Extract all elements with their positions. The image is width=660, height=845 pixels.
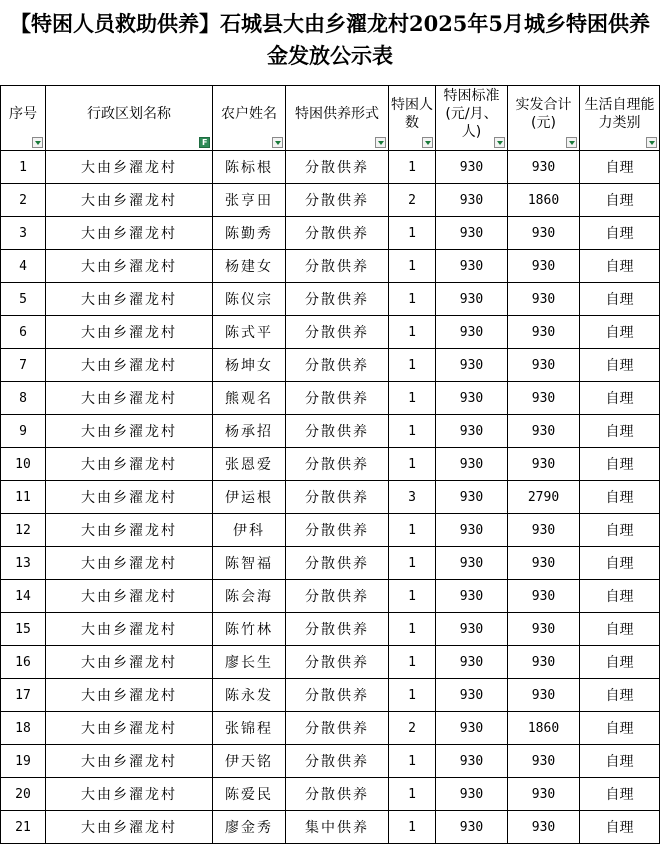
cell-support-type: 分散供养: [286, 415, 389, 448]
table-row: [1, 613, 660, 646]
cell-region: 大由乡濯龙村: [46, 679, 213, 712]
cell-region: 大由乡濯龙村: [46, 481, 213, 514]
cell-region: 大由乡濯龙村: [46, 415, 213, 448]
cell-name: 陈会海: [213, 580, 286, 613]
cell-self-care: 自理: [580, 481, 660, 514]
cell-total: 1860: [508, 712, 580, 745]
cell-count: 1: [389, 448, 436, 481]
cell-index: 6: [1, 316, 46, 349]
cell-count: 1: [389, 811, 436, 844]
cell-support-type: 分散供养: [286, 283, 389, 316]
cell-standard: 930: [436, 778, 508, 811]
table-row: [1, 811, 660, 844]
cell-region: 大由乡濯龙村: [46, 745, 213, 778]
cell-name: 伊科: [213, 514, 286, 547]
cell-self-care: 自理: [580, 547, 660, 580]
cell-self-care: 自理: [580, 514, 660, 547]
cell-region: 大由乡濯龙村: [46, 580, 213, 613]
cell-index: 1: [1, 151, 46, 184]
cell-support-type: 分散供养: [286, 745, 389, 778]
cell-total: 930: [508, 811, 580, 844]
col-header-self-care: 生活自理能力类别: [580, 86, 660, 151]
cell-support-type: 集中供养: [286, 811, 389, 844]
cell-total: 930: [508, 580, 580, 613]
cell-standard: 930: [436, 448, 508, 481]
cell-self-care: 自理: [580, 811, 660, 844]
cell-name: 廖金秀: [213, 811, 286, 844]
cell-region: 大由乡濯龙村: [46, 448, 213, 481]
cell-index: 16: [1, 646, 46, 679]
cell-total: 930: [508, 250, 580, 283]
cell-count: 1: [389, 415, 436, 448]
cell-count: 1: [389, 382, 436, 415]
col-header-region: 行政区划名称 F: [46, 86, 213, 151]
table-row: [1, 712, 660, 745]
cell-support-type: 分散供养: [286, 217, 389, 250]
cell-index: 10: [1, 448, 46, 481]
cell-support-type: 分散供养: [286, 679, 389, 712]
cell-index: 21: [1, 811, 46, 844]
cell-region: 大由乡濯龙村: [46, 514, 213, 547]
cell-standard: 930: [436, 481, 508, 514]
cell-total: 930: [508, 151, 580, 184]
cell-support-type: 分散供养: [286, 514, 389, 547]
table-row: [1, 778, 660, 811]
cell-name: 杨坤女: [213, 349, 286, 382]
cell-count: 1: [389, 745, 436, 778]
cell-standard: 930: [436, 349, 508, 382]
cell-region: 大由乡濯龙村: [46, 613, 213, 646]
cell-standard: 930: [436, 184, 508, 217]
table-row: [1, 283, 660, 316]
cell-standard: 930: [436, 679, 508, 712]
cell-name: 陈智福: [213, 547, 286, 580]
filter-dropdown-index[interactable]: [32, 137, 43, 148]
cell-support-type: 分散供养: [286, 250, 389, 283]
cell-name: 陈竹林: [213, 613, 286, 646]
cell-count: 2: [389, 712, 436, 745]
cell-self-care: 自理: [580, 646, 660, 679]
filter-dropdown-count[interactable]: [422, 137, 433, 148]
table-row: [1, 250, 660, 283]
cell-count: 1: [389, 778, 436, 811]
cell-self-care: 自理: [580, 679, 660, 712]
cell-name: 陈式平: [213, 316, 286, 349]
table-row: [1, 679, 660, 712]
cell-support-type: 分散供养: [286, 580, 389, 613]
cell-index: 18: [1, 712, 46, 745]
cell-self-care: 自理: [580, 415, 660, 448]
cell-self-care: 自理: [580, 283, 660, 316]
cell-standard: 930: [436, 316, 508, 349]
cell-name: 廖长生: [213, 646, 286, 679]
cell-region: 大由乡濯龙村: [46, 712, 213, 745]
cell-self-care: 自理: [580, 382, 660, 415]
table-row: [1, 646, 660, 679]
table-row: [1, 415, 660, 448]
table-row: [1, 349, 660, 382]
cell-self-care: 自理: [580, 316, 660, 349]
cell-support-type: 分散供养: [286, 316, 389, 349]
cell-index: 17: [1, 679, 46, 712]
cell-self-care: 自理: [580, 217, 660, 250]
cell-name: 伊运根: [213, 481, 286, 514]
filter-active-region[interactable]: [199, 137, 210, 148]
cell-count: 2: [389, 184, 436, 217]
cell-name: 杨建女: [213, 250, 286, 283]
cell-count: 1: [389, 613, 436, 646]
cell-total: 930: [508, 646, 580, 679]
cell-total: 930: [508, 283, 580, 316]
cell-count: 1: [389, 349, 436, 382]
cell-total: 930: [508, 547, 580, 580]
cell-total: 2790: [508, 481, 580, 514]
cell-support-type: 分散供养: [286, 184, 389, 217]
cell-count: 1: [389, 514, 436, 547]
cell-count: 1: [389, 151, 436, 184]
cell-index: 9: [1, 415, 46, 448]
cell-standard: 930: [436, 811, 508, 844]
cell-support-type: 分散供养: [286, 448, 389, 481]
cell-total: 930: [508, 382, 580, 415]
col-header-standard: 特困标准(元/月、人): [436, 86, 508, 151]
cell-self-care: 自理: [580, 778, 660, 811]
filter-dropdown-support-type[interactable]: [375, 137, 386, 148]
cell-count: 1: [389, 679, 436, 712]
cell-support-type: 分散供养: [286, 712, 389, 745]
cell-region: 大由乡濯龙村: [46, 646, 213, 679]
cell-standard: 930: [436, 415, 508, 448]
cell-region: 大由乡濯龙村: [46, 382, 213, 415]
cell-count: 1: [389, 316, 436, 349]
cell-name: 陈勤秀: [213, 217, 286, 250]
cell-self-care: 自理: [580, 712, 660, 745]
table-row: [1, 184, 660, 217]
table-row: [1, 316, 660, 349]
cell-count: 1: [389, 547, 436, 580]
cell-standard: 930: [436, 646, 508, 679]
cell-total: 930: [508, 217, 580, 250]
cell-region: 大由乡濯龙村: [46, 547, 213, 580]
cell-index: 15: [1, 613, 46, 646]
cell-index: 3: [1, 217, 46, 250]
cell-support-type: 分散供养: [286, 382, 389, 415]
cell-standard: 930: [436, 514, 508, 547]
cell-index: 5: [1, 283, 46, 316]
cell-total: 1860: [508, 184, 580, 217]
table-row: [1, 481, 660, 514]
cell-index: 14: [1, 580, 46, 613]
cell-self-care: 自理: [580, 349, 660, 382]
cell-count: 1: [389, 283, 436, 316]
cell-count: 1: [389, 217, 436, 250]
cell-total: 930: [508, 316, 580, 349]
cell-support-type: 分散供养: [286, 349, 389, 382]
cell-region: 大由乡濯龙村: [46, 349, 213, 382]
cell-name: 杨承招: [213, 415, 286, 448]
cell-count: 1: [389, 250, 436, 283]
cell-region: 大由乡濯龙村: [46, 217, 213, 250]
cell-support-type: 分散供养: [286, 481, 389, 514]
col-header-support-type: 特困供养形式: [286, 86, 389, 151]
cell-standard: 930: [436, 745, 508, 778]
cell-index: 13: [1, 547, 46, 580]
cell-standard: 930: [436, 613, 508, 646]
cell-support-type: 分散供养: [286, 646, 389, 679]
cell-self-care: 自理: [580, 448, 660, 481]
page-title: 【特困人员救助供养】石城县大由乡濯龙村2025年5月城乡特困供养金发放公示表: [9, 11, 651, 68]
table-row: [1, 580, 660, 613]
cell-count: 1: [389, 580, 436, 613]
table-row: [1, 217, 660, 250]
cell-name: 陈标根: [213, 151, 286, 184]
cell-region: 大由乡濯龙村: [46, 250, 213, 283]
filter-dropdown-name[interactable]: [272, 137, 283, 148]
cell-self-care: 自理: [580, 580, 660, 613]
cell-name: 熊观名: [213, 382, 286, 415]
cell-self-care: 自理: [580, 151, 660, 184]
col-header-count: 特困人数: [389, 86, 436, 151]
table-row: [1, 514, 660, 547]
table-row: [1, 382, 660, 415]
cell-region: 大由乡濯龙村: [46, 151, 213, 184]
cell-name: 伊天铭: [213, 745, 286, 778]
cell-support-type: 分散供养: [286, 613, 389, 646]
col-header-name: 农户姓名: [213, 86, 286, 151]
data-table: [0, 85, 660, 844]
cell-name: 张亨田: [213, 184, 286, 217]
cell-name: 张恩爱: [213, 448, 286, 481]
cell-standard: 930: [436, 547, 508, 580]
cell-support-type: 分散供养: [286, 547, 389, 580]
cell-total: 930: [508, 349, 580, 382]
cell-standard: 930: [436, 217, 508, 250]
cell-standard: 930: [436, 580, 508, 613]
cell-standard: 930: [436, 250, 508, 283]
cell-region: 大由乡濯龙村: [46, 778, 213, 811]
cell-total: 930: [508, 745, 580, 778]
cell-self-care: 自理: [580, 745, 660, 778]
cell-index: 8: [1, 382, 46, 415]
cell-name: 陈仪宗: [213, 283, 286, 316]
col-header-index: 序号: [1, 86, 46, 151]
filter-dropdown-total[interactable]: [566, 137, 577, 148]
cell-total: 930: [508, 415, 580, 448]
table-row: [1, 547, 660, 580]
cell-self-care: 自理: [580, 184, 660, 217]
cell-region: 大由乡濯龙村: [46, 316, 213, 349]
table-row: [1, 745, 660, 778]
cell-index: 4: [1, 250, 46, 283]
cell-support-type: 分散供养: [286, 778, 389, 811]
table-row: [1, 448, 660, 481]
cell-count: 3: [389, 481, 436, 514]
col-header-total: 实发合计(元): [508, 86, 580, 151]
cell-index: 11: [1, 481, 46, 514]
cell-count: 1: [389, 646, 436, 679]
header-row: [1, 86, 660, 151]
cell-standard: 930: [436, 382, 508, 415]
cell-total: 930: [508, 514, 580, 547]
cell-total: 930: [508, 778, 580, 811]
cell-self-care: 自理: [580, 613, 660, 646]
cell-index: 7: [1, 349, 46, 382]
table-row: [1, 151, 660, 184]
filter-dropdown-standard[interactable]: [494, 137, 505, 148]
cell-self-care: 自理: [580, 250, 660, 283]
cell-index: 19: [1, 745, 46, 778]
cell-index: 2: [1, 184, 46, 217]
cell-index: 12: [1, 514, 46, 547]
cell-name: 陈爱民: [213, 778, 286, 811]
cell-name: 陈永发: [213, 679, 286, 712]
cell-support-type: 分散供养: [286, 151, 389, 184]
cell-standard: 930: [436, 712, 508, 745]
cell-region: 大由乡濯龙村: [46, 283, 213, 316]
cell-index: 20: [1, 778, 46, 811]
cell-name: 张锦程: [213, 712, 286, 745]
filter-dropdown-self-care[interactable]: [646, 137, 657, 148]
cell-region: 大由乡濯龙村: [46, 811, 213, 844]
cell-total: 930: [508, 679, 580, 712]
cell-region: 大由乡濯龙村: [46, 184, 213, 217]
cell-total: 930: [508, 613, 580, 646]
cell-standard: 930: [436, 283, 508, 316]
cell-total: 930: [508, 448, 580, 481]
cell-standard: 930: [436, 151, 508, 184]
